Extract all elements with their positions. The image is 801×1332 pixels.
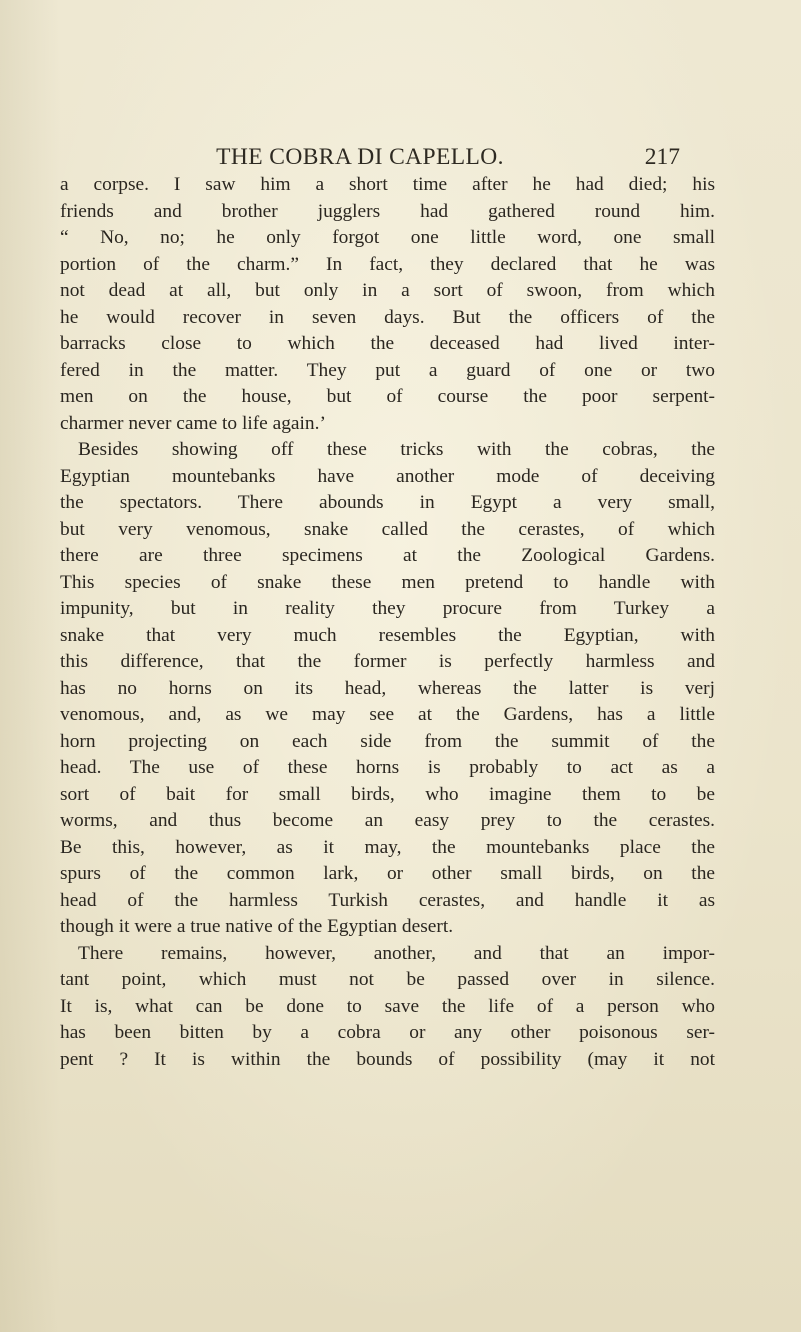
text-line: portion of the charm.” In fact, they declared that he was	[60, 253, 715, 275]
text-line: snake that very much resembles the Egyptian, with	[60, 624, 715, 646]
text-line: there are three specimens at the Zoological Gardens.	[60, 545, 715, 566]
text-line: charmer never came to life again.’	[60, 412, 326, 434]
text-line: men on the house, but of course the poor serpent-	[60, 386, 715, 407]
text-line: head of the harmless Turkish cerastes, and handle it as	[60, 889, 715, 911]
text-line: horn projecting on each side from the summit of the	[60, 730, 715, 752]
text-line: sort of bait for small birds, who imagine them to be	[60, 783, 715, 805]
text-line: worms, and thus become an easy prey to the cerastes.	[60, 810, 715, 831]
text-line: has been bitten by a cobra or any other poisonous ser-	[60, 1022, 715, 1043]
text-line: tant point, which must not be passed over in silence.	[60, 969, 715, 990]
text-line: “ No, no; he only forgot one little word, one small	[60, 227, 715, 248]
text-line: this difference, that the former is perfectly harmless and	[60, 651, 715, 672]
text-line: venomous, and, as we may see at the Gardens, has a little	[60, 704, 715, 725]
text-line: spurs of the common lark, or other small birds, on the	[60, 863, 715, 884]
text-line: Besides showing off these tricks with the cobras, the	[78, 439, 715, 460]
text-line: friends and brother jugglers had gathered round him.	[60, 200, 715, 222]
text-line: Be this, however, as it may, the mountebanks place the	[60, 836, 715, 858]
text-line: There remains, however, another, and that an impor-	[78, 942, 715, 964]
text-line: This species of snake these men pretend to handle with	[60, 571, 715, 593]
text-line: It is, what can be done to save the life of a person who	[60, 995, 715, 1017]
page-number: 217	[644, 144, 680, 170]
text-line: has no horns on its head, whereas the latter is verj	[60, 677, 715, 699]
text-line: but very venomous, snake called the cerastes, of which	[60, 518, 715, 540]
text-line: not dead at all, but only in a sort of swoon, from which	[60, 280, 715, 301]
text-line: he would recover in seven days. But the officers of the	[60, 306, 715, 328]
text-line: though it were a true native of the Egyptian desert.	[60, 916, 454, 937]
text-line: Egyptian mountebanks have another mode of deceiving	[60, 465, 715, 487]
text-line: barracks close to which the deceased had lived inter-	[60, 333, 715, 354]
text-line: impunity, but in reality they procure from Turkey a	[60, 598, 715, 619]
text-line: the spectators. There abounds in Egypt a very small,	[60, 492, 715, 513]
body-text	[60, 172, 715, 1073]
text-line: a corpse. I saw him a short time after he had died; his	[60, 174, 715, 195]
text-line: fered in the matter. They put a guard of one or two	[60, 359, 715, 381]
running-head-title: THE COBRA DI CAPELLO.	[216, 144, 504, 170]
text-line: head. The use of these horns is probably to act as a	[60, 757, 715, 778]
text-line: pent ? It is within the bounds of possibility (may it not	[60, 1048, 715, 1070]
